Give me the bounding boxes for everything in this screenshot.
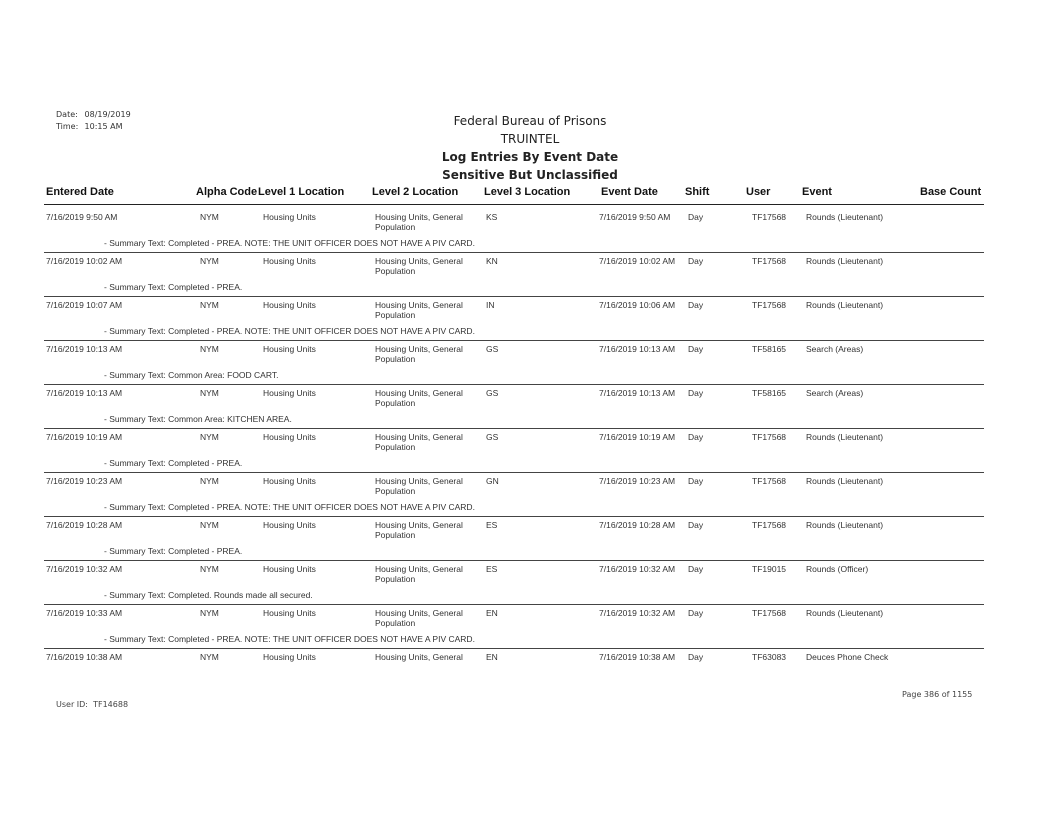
- cell-event: Search (Areas): [806, 388, 864, 398]
- summary-text: - Summary Text: Common Area: KITCHEN AREA.: [104, 414, 292, 424]
- cell-user: TF17568: [752, 256, 787, 266]
- cell-user: TF17568: [752, 432, 787, 442]
- cell-entered-date: 7/16/2019 10:13 AM: [46, 388, 123, 398]
- cell-event-date: 7/16/2019 10:19 AM: [599, 432, 676, 442]
- cell-level1: Housing Units: [263, 388, 316, 398]
- cell-event-date: 7/16/2019 10:13 AM: [599, 344, 676, 354]
- cell-level2: Housing Units, General Population: [375, 212, 463, 232]
- cell-event: Rounds (Lieutenant): [806, 300, 884, 310]
- cell-level2: Housing Units, General Population: [375, 564, 463, 584]
- cell-shift: Day: [688, 652, 704, 662]
- cell-shift: Day: [688, 256, 704, 266]
- date-label: Date:: [56, 110, 78, 119]
- cell-event: Rounds (Lieutenant): [806, 256, 884, 266]
- row-divider: [44, 252, 984, 253]
- cell-level2: Housing Units, General Population: [375, 520, 463, 540]
- cell-level1: Housing Units: [263, 344, 316, 354]
- cell-event-date: 7/16/2019 10:28 AM: [599, 520, 676, 530]
- cell-level3: ES: [486, 520, 498, 530]
- cell-alpha-code: NYM: [200, 608, 219, 618]
- report-date: [56, 110, 131, 119]
- cell-user: TF17568: [752, 608, 787, 618]
- cell-alpha-code: NYM: [200, 256, 219, 266]
- cell-entered-date: 7/16/2019 10:33 AM: [46, 608, 123, 618]
- user-id-value: TF14688: [93, 700, 129, 709]
- col-base-count: Base Count: [920, 186, 982, 198]
- cell-shift: Day: [688, 476, 704, 486]
- row-divider: [44, 296, 984, 297]
- cell-event-date: 7/16/2019 10:02 AM: [599, 256, 676, 266]
- cell-level3: KN: [486, 256, 498, 266]
- cell-level3: GS: [486, 344, 499, 354]
- title-org: Federal Bureau of Prisons: [453, 114, 607, 128]
- cell-entered-date: 7/16/2019 10:07 AM: [46, 300, 123, 310]
- row-divider: [44, 472, 984, 473]
- footer-user: [56, 700, 128, 709]
- summary-text: - Summary Text: Completed - PREA.: [104, 458, 243, 468]
- cell-event-date: 7/16/2019 10:38 AM: [599, 652, 676, 662]
- header-rule: [44, 204, 984, 205]
- col-level3: Level 3 Location: [484, 186, 571, 198]
- date-value: 08/19/2019: [84, 110, 131, 119]
- cell-entered-date: 7/16/2019 10:13 AM: [46, 344, 123, 354]
- cell-entered-date: 7/16/2019 9:50 AM: [46, 212, 118, 222]
- row-divider: [44, 384, 984, 385]
- cell-user: TF17568: [752, 520, 787, 530]
- user-id-label: User ID:: [56, 700, 88, 709]
- time-label: Time:: [56, 122, 79, 131]
- title-report: Log Entries By Event Date: [441, 150, 619, 164]
- cell-level3: GS: [486, 388, 499, 398]
- cell-level3: GS: [486, 432, 499, 442]
- cell-user: TF63083: [752, 652, 787, 662]
- cell-shift: Day: [688, 212, 704, 222]
- cell-level2: Housing Units, General Population: [375, 608, 463, 628]
- title-classification: Sensitive But Unclassified: [442, 168, 618, 182]
- col-alpha-code: Alpha Code: [196, 186, 258, 198]
- cell-shift: Day: [688, 300, 704, 310]
- cell-event: Search (Areas): [806, 344, 864, 354]
- cell-event-date: 7/16/2019 10:23 AM: [599, 476, 676, 486]
- cell-shift: Day: [688, 564, 704, 574]
- cell-event: Rounds (Lieutenant): [806, 476, 884, 486]
- cell-alpha-code: NYM: [200, 212, 219, 222]
- title-system: TRUINTEL: [500, 132, 560, 146]
- cell-entered-date: 7/16/2019 10:28 AM: [46, 520, 123, 530]
- cell-level2: Housing Units, General: [375, 652, 463, 662]
- cell-user: TF58165: [752, 388, 787, 398]
- summary-text: - Summary Text: Completed - PREA.: [104, 282, 243, 292]
- summary-text: - Summary Text: Completed - PREA. NOTE: THE UNIT OFFICER DOES NOT HAVE A PIV CARD.: [104, 326, 475, 336]
- cell-event-date: 7/16/2019 10:32 AM: [599, 608, 676, 618]
- row-divider: [44, 648, 984, 649]
- cell-event-date: 7/16/2019 10:06 AM: [599, 300, 676, 310]
- cell-user: TF17568: [752, 212, 787, 222]
- cell-event: Deuces Phone Check: [806, 652, 889, 662]
- col-shift: Shift: [685, 186, 710, 198]
- cell-level1: Housing Units: [263, 476, 316, 486]
- summary-text: - Summary Text: Completed - PREA. NOTE: THE UNIT OFFICER DOES NOT HAVE A PIV CARD.: [104, 238, 475, 248]
- cell-event-date: 7/16/2019 10:13 AM: [599, 388, 676, 398]
- col-event: Event: [802, 186, 832, 198]
- cell-entered-date: 7/16/2019 10:23 AM: [46, 476, 123, 486]
- cell-user: TF19015: [752, 564, 787, 574]
- cell-alpha-code: NYM: [200, 344, 219, 354]
- cell-event: Rounds (Lieutenant): [806, 608, 884, 618]
- cell-level1: Housing Units: [263, 212, 316, 222]
- cell-alpha-code: NYM: [200, 520, 219, 530]
- cell-level1: Housing Units: [263, 652, 316, 662]
- cell-level1: Housing Units: [263, 256, 316, 266]
- cell-entered-date: 7/16/2019 10:02 AM: [46, 256, 123, 266]
- cell-level3: EN: [486, 652, 498, 662]
- cell-alpha-code: NYM: [200, 564, 219, 574]
- cell-level2: Housing Units, General Population: [375, 256, 463, 276]
- cell-event: Rounds (Lieutenant): [806, 212, 884, 222]
- col-user: User: [746, 186, 771, 198]
- page-number: Page 386 of 1155: [902, 690, 973, 699]
- summary-text: - Summary Text: Completed - PREA.: [104, 546, 243, 556]
- cell-user: TF17568: [752, 300, 787, 310]
- cell-level2: Housing Units, General Population: [375, 432, 463, 452]
- cell-alpha-code: NYM: [200, 476, 219, 486]
- summary-text: - Summary Text: Completed - PREA. NOTE: THE UNIT OFFICER DOES NOT HAVE A PIV CARD.: [104, 634, 475, 644]
- cell-level1: Housing Units: [263, 520, 316, 530]
- cell-alpha-code: NYM: [200, 388, 219, 398]
- cell-shift: Day: [688, 520, 704, 530]
- summary-text: - Summary Text: Completed - PREA. NOTE: THE UNIT OFFICER DOES NOT HAVE A PIV CARD.: [104, 502, 475, 512]
- summary-text: - Summary Text: Completed. Rounds made all secured.: [104, 590, 313, 600]
- col-level1: Level 1 Location: [258, 186, 345, 198]
- summary-text: - Summary Text: Common Area: FOOD CART.: [104, 370, 279, 380]
- cell-user: TF58165: [752, 344, 787, 354]
- row-divider: [44, 560, 984, 561]
- cell-level3: EN: [486, 608, 498, 618]
- cell-shift: Day: [688, 432, 704, 442]
- cell-alpha-code: NYM: [200, 300, 219, 310]
- cell-level3: KS: [486, 212, 498, 222]
- col-level2: Level 2 Location: [372, 186, 459, 198]
- cell-shift: Day: [688, 608, 704, 618]
- cell-level3: GN: [486, 476, 499, 486]
- cell-level2: Housing Units, General Population: [375, 344, 463, 364]
- cell-alpha-code: NYM: [200, 432, 219, 442]
- cell-level1: Housing Units: [263, 564, 316, 574]
- time-value: 10:15 AM: [84, 122, 123, 131]
- report-title: [380, 112, 680, 184]
- col-event-date: Event Date: [601, 186, 658, 198]
- row-divider: [44, 428, 984, 429]
- col-entered-date: Entered Date: [46, 186, 114, 198]
- cell-event: Rounds (Officer): [806, 564, 869, 574]
- cell-level2: Housing Units, General Population: [375, 300, 463, 320]
- cell-level3: IN: [486, 300, 495, 310]
- cell-entered-date: 7/16/2019 10:38 AM: [46, 652, 123, 662]
- cell-user: TF17568: [752, 476, 787, 486]
- cell-level3: ES: [486, 564, 498, 574]
- cell-entered-date: 7/16/2019 10:19 AM: [46, 432, 123, 442]
- cell-event: Rounds (Lieutenant): [806, 432, 884, 442]
- cell-shift: Day: [688, 344, 704, 354]
- cell-level1: Housing Units: [263, 300, 316, 310]
- cell-level2: Housing Units, General Population: [375, 388, 463, 408]
- cell-event-date: 7/16/2019 10:32 AM: [599, 564, 676, 574]
- cell-entered-date: 7/16/2019 10:32 AM: [46, 564, 123, 574]
- cell-event: Rounds (Lieutenant): [806, 520, 884, 530]
- cell-alpha-code: NYM: [200, 652, 219, 662]
- report-time: [56, 122, 123, 131]
- cell-shift: Day: [688, 388, 704, 398]
- cell-level2: Housing Units, General Population: [375, 476, 463, 496]
- cell-level1: Housing Units: [263, 432, 316, 442]
- row-divider: [44, 340, 984, 341]
- cell-event-date: 7/16/2019 9:50 AM: [599, 212, 671, 222]
- row-divider: [44, 604, 984, 605]
- row-divider: [44, 516, 984, 517]
- cell-level1: Housing Units: [263, 608, 316, 618]
